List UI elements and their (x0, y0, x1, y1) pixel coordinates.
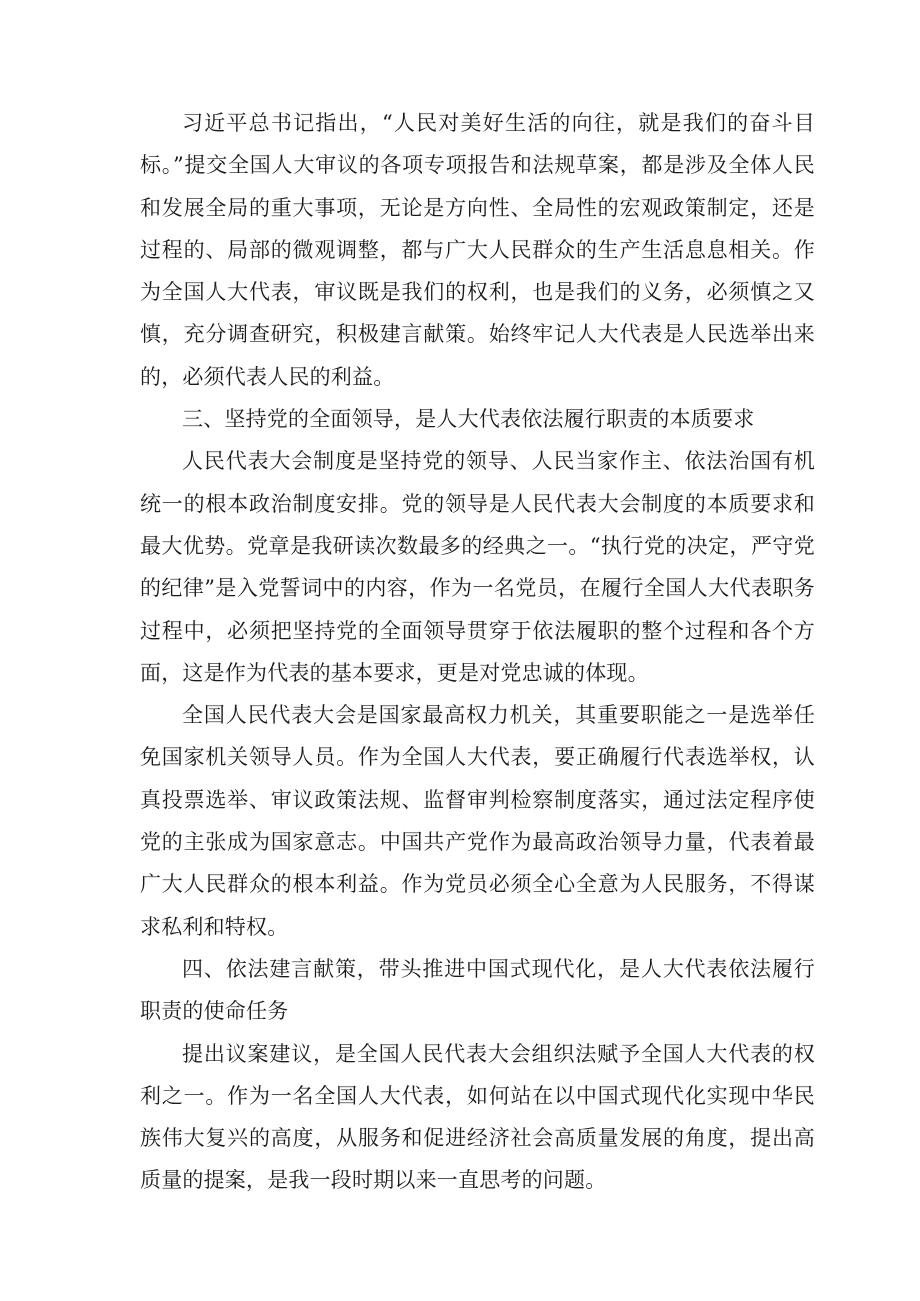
paragraph-1: 习近平总书记指出，“人民对美好生活的向往，就是我们的奋斗目标。”提交全国人大审议的各项专项报告和法规草案，都是涉及全体人民和发展全局的重大事项，无论是方向性、全局性的宏观政策制定，还是过程的、局部的微观调整，都与广大人民群众的生产生活息息相关。作为全国人大代表，审议既是我们的权利，也是我们的义务，必须慎之又慎，充分调查研究，积极建言献策。始终牢记人大代表是人民选举出来的，必须代表人民的利益。 (140, 111, 815, 389)
section-heading-4: 四、依法建言献策，带头推进中国式现代化，是人大代表依法履行职责的使命任务 (140, 956, 815, 1024)
paragraph-3: 全国人民代表大会是国家最高权力机关，其重要职能之一是选举任免国家机关领导人员。作为全国人大代表，要正确履行代表选举权，认真投票选举、审议政策法规、监督审判检察制度落实，通过法定程序使党的主张成为国家意志。中国共产党作为最高政治领导力量，代表着最广大人民群众的根本利益。作为党员必须全心全意为人民服务，不得谋求私利和特权。 (140, 703, 815, 939)
section-heading-3: 三、坚持党的全面领导，是人大代表依法履行职责的本质要求 (182, 407, 755, 432)
paragraph-2: 人民代表大会制度是坚持党的领导、人民当家作主、依法治国有机统一的根本政治制度安排。党的领导是人民代表大会制度的本质要求和最大优势。党章是我研读次数最多的经典之一。“执行党的决定，严守党的纪律”是入党誓词中的内容，作为一名党员，在履行全国人大代表职务过程中，必须把坚持党的全面领导贯穿于依法履职的整个过程和各个方面，这是作为代表的基本要求，更是对党忠诚的体现。 (140, 449, 815, 685)
paragraph-4: 提出议案建议，是全国人民代表大会组织法赋予全国人大代表的权利之一。作为一名全国人大代表，如何站在以中国式现代化实现中华民族伟大复兴的高度，从服务和促进经济社会高质量发展的角度，提出高质量的提案，是我一段时期以来一直思考的问题。 (140, 1041, 815, 1193)
